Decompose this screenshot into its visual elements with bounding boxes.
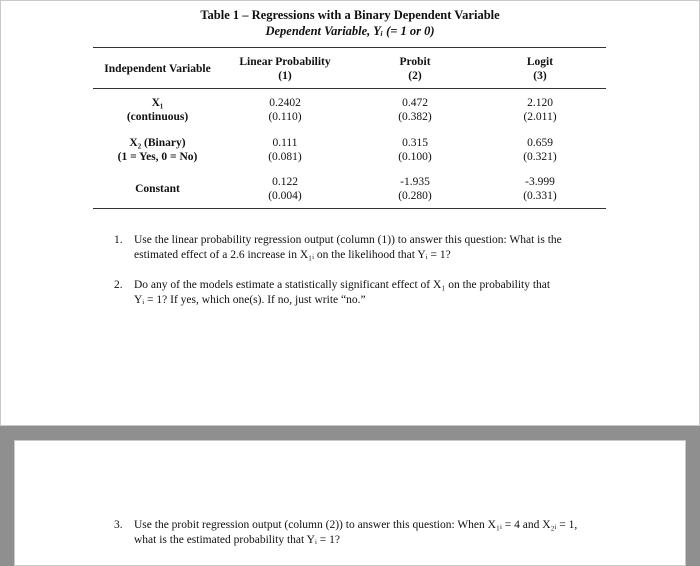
const-lpm-coef: 0.122 bbox=[272, 176, 298, 188]
table-top-rule bbox=[93, 47, 606, 48]
const-probit-se: (0.280) bbox=[398, 190, 432, 202]
question-1-line2: estimated effect of a 2.6 increase in X₁ᵢ on the likelihood that Yᵢ = 1? bbox=[134, 249, 451, 261]
row-x1-label: X₁ bbox=[151, 97, 164, 109]
table-bottom-rule bbox=[93, 208, 606, 209]
question-1 bbox=[0, 233, 700, 265]
question-1-line1: Use the linear probability regression output (column (1)) to answer this question: What is the bbox=[134, 234, 562, 246]
x1-probit-se: (0.382) bbox=[398, 111, 432, 123]
const-lpm-se: (0.004) bbox=[268, 190, 302, 202]
question-3 bbox=[0, 518, 700, 550]
x2-lpm-se: (0.081) bbox=[268, 151, 302, 163]
row-x2-sublabel: (1 = Yes, 0 = No) bbox=[117, 151, 198, 163]
question-2 bbox=[0, 278, 700, 310]
question-2-line2: Yᵢ = 1? If yes, which one(s). If no, just write “no.” bbox=[134, 294, 366, 306]
x1-logit-coef: 2.120 bbox=[527, 97, 553, 109]
header-logit: Logit bbox=[526, 56, 554, 68]
header-col2-number: (2) bbox=[408, 70, 422, 82]
question-1-number: 1. bbox=[114, 234, 123, 246]
header-col3-number: (3) bbox=[533, 70, 547, 82]
header-probit: Probit bbox=[399, 56, 431, 68]
header-linear-probability: Linear Probability bbox=[239, 56, 331, 68]
table-subtitle: Dependent Variable, Yᵢ (= 1 or 0) bbox=[265, 24, 435, 38]
row-constant-label: Constant bbox=[135, 183, 180, 195]
table-title: Table 1 – Regressions with a Binary Dependent Variable bbox=[200, 8, 500, 22]
x1-lpm-se: (0.110) bbox=[268, 111, 302, 123]
header-independent-variable: Independent Variable bbox=[104, 63, 211, 75]
x2-probit-coef: 0.315 bbox=[402, 137, 428, 149]
x2-logit-se: (0.321) bbox=[523, 151, 557, 163]
const-logit-se: (0.331) bbox=[523, 190, 557, 202]
x2-lpm-coef: 0.111 bbox=[272, 137, 298, 149]
x1-logit-se: (2.011) bbox=[523, 111, 557, 123]
question-3-line1: Use the probit regression output (column (2)) to answer this question: When X₁ᵢ = 4 and X₂ᵢ = 1, bbox=[134, 519, 578, 531]
x1-lpm-coef: 0.2402 bbox=[269, 97, 301, 109]
table-header-rule bbox=[93, 88, 606, 89]
question-2-number: 2. bbox=[114, 279, 123, 291]
header-col1-number: (1) bbox=[278, 70, 292, 82]
question-3-line2: what is the estimated probability that Yᵢ = 1? bbox=[134, 534, 340, 546]
const-logit-coef: -3.999 bbox=[525, 176, 555, 188]
x2-logit-coef: 0.659 bbox=[527, 137, 553, 149]
x1-probit-coef: 0.472 bbox=[402, 97, 428, 109]
x2-probit-se: (0.100) bbox=[398, 151, 432, 163]
const-probit-coef: -1.935 bbox=[400, 176, 430, 188]
row-x1-sublabel: (continuous) bbox=[126, 111, 189, 123]
question-2-line1: Do any of the models estimate a statistically significant effect of X₁ on the probability that bbox=[134, 279, 551, 291]
document-page-2 bbox=[14, 440, 686, 566]
row-x2-label: X₂ (Binary) bbox=[129, 137, 186, 149]
question-3-number: 3. bbox=[114, 519, 123, 531]
